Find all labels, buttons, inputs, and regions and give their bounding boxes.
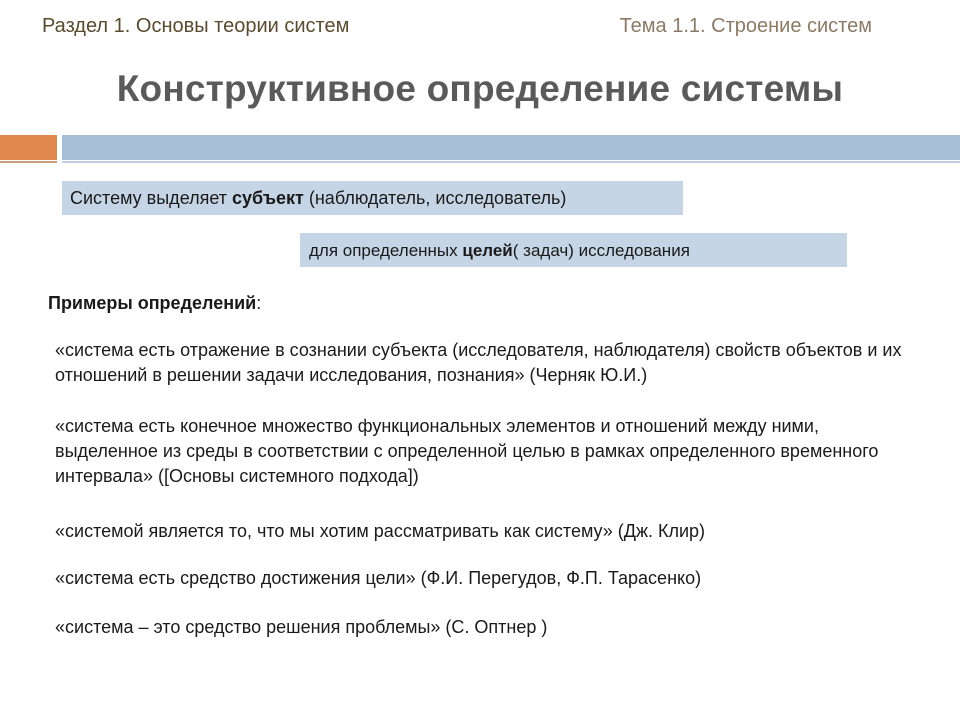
goals-text-after: ( задач) исследования: [512, 241, 690, 260]
accent-underline-orange: [0, 161, 57, 163]
examples-label: Примеры определений: [48, 293, 257, 313]
subject-text-after: (наблюдатель, исследователь): [303, 188, 567, 208]
topic-header: Тема 1.1. Строение систем: [619, 15, 872, 37]
definition-quote-5: «система – это средство решения проблемы» (С. Оптнер ): [55, 617, 548, 637]
slide-title: Конструктивное определение системы: [116, 68, 844, 109]
examples-colon: :: [256, 293, 262, 313]
definition-quote-2: «система есть конечное множество функциональных элементов и отношений между ними, выделенное из среды в соответствии с определенной целью в рамках определенного временного интервала» ([Основы системного подхода]): [55, 416, 879, 486]
subject-box: [62, 181, 683, 215]
goals-keyword: целей: [462, 241, 513, 260]
definition-quote-1: «система есть отражение в сознании субъекта (исследователя, наблюдателя) свойств объектов и их отношений в решении задачи исследования, познания» (Черняк Ю.И.): [55, 340, 902, 385]
accent-bar-orange: [0, 135, 57, 160]
definition-quote-4: «система есть средство достижения цели» (Ф.И. Перегудов, Ф.П. Тарасенко): [55, 568, 702, 588]
accent-underline-blue: [62, 161, 960, 163]
subject-text-before: Систему выделяет: [70, 188, 233, 208]
definition-quote-3: «системой является то, что мы хотим рассматривать как систему» (Дж. Клир): [55, 521, 706, 541]
goals-box: [300, 233, 847, 267]
examples-heading: [48, 293, 261, 314]
goals-text-before: для определенных: [309, 241, 463, 260]
accent-bar-blue: [62, 135, 960, 160]
section-header: Раздел 1. Основы теории систем: [42, 15, 350, 37]
subject-keyword: субъект: [232, 188, 304, 208]
